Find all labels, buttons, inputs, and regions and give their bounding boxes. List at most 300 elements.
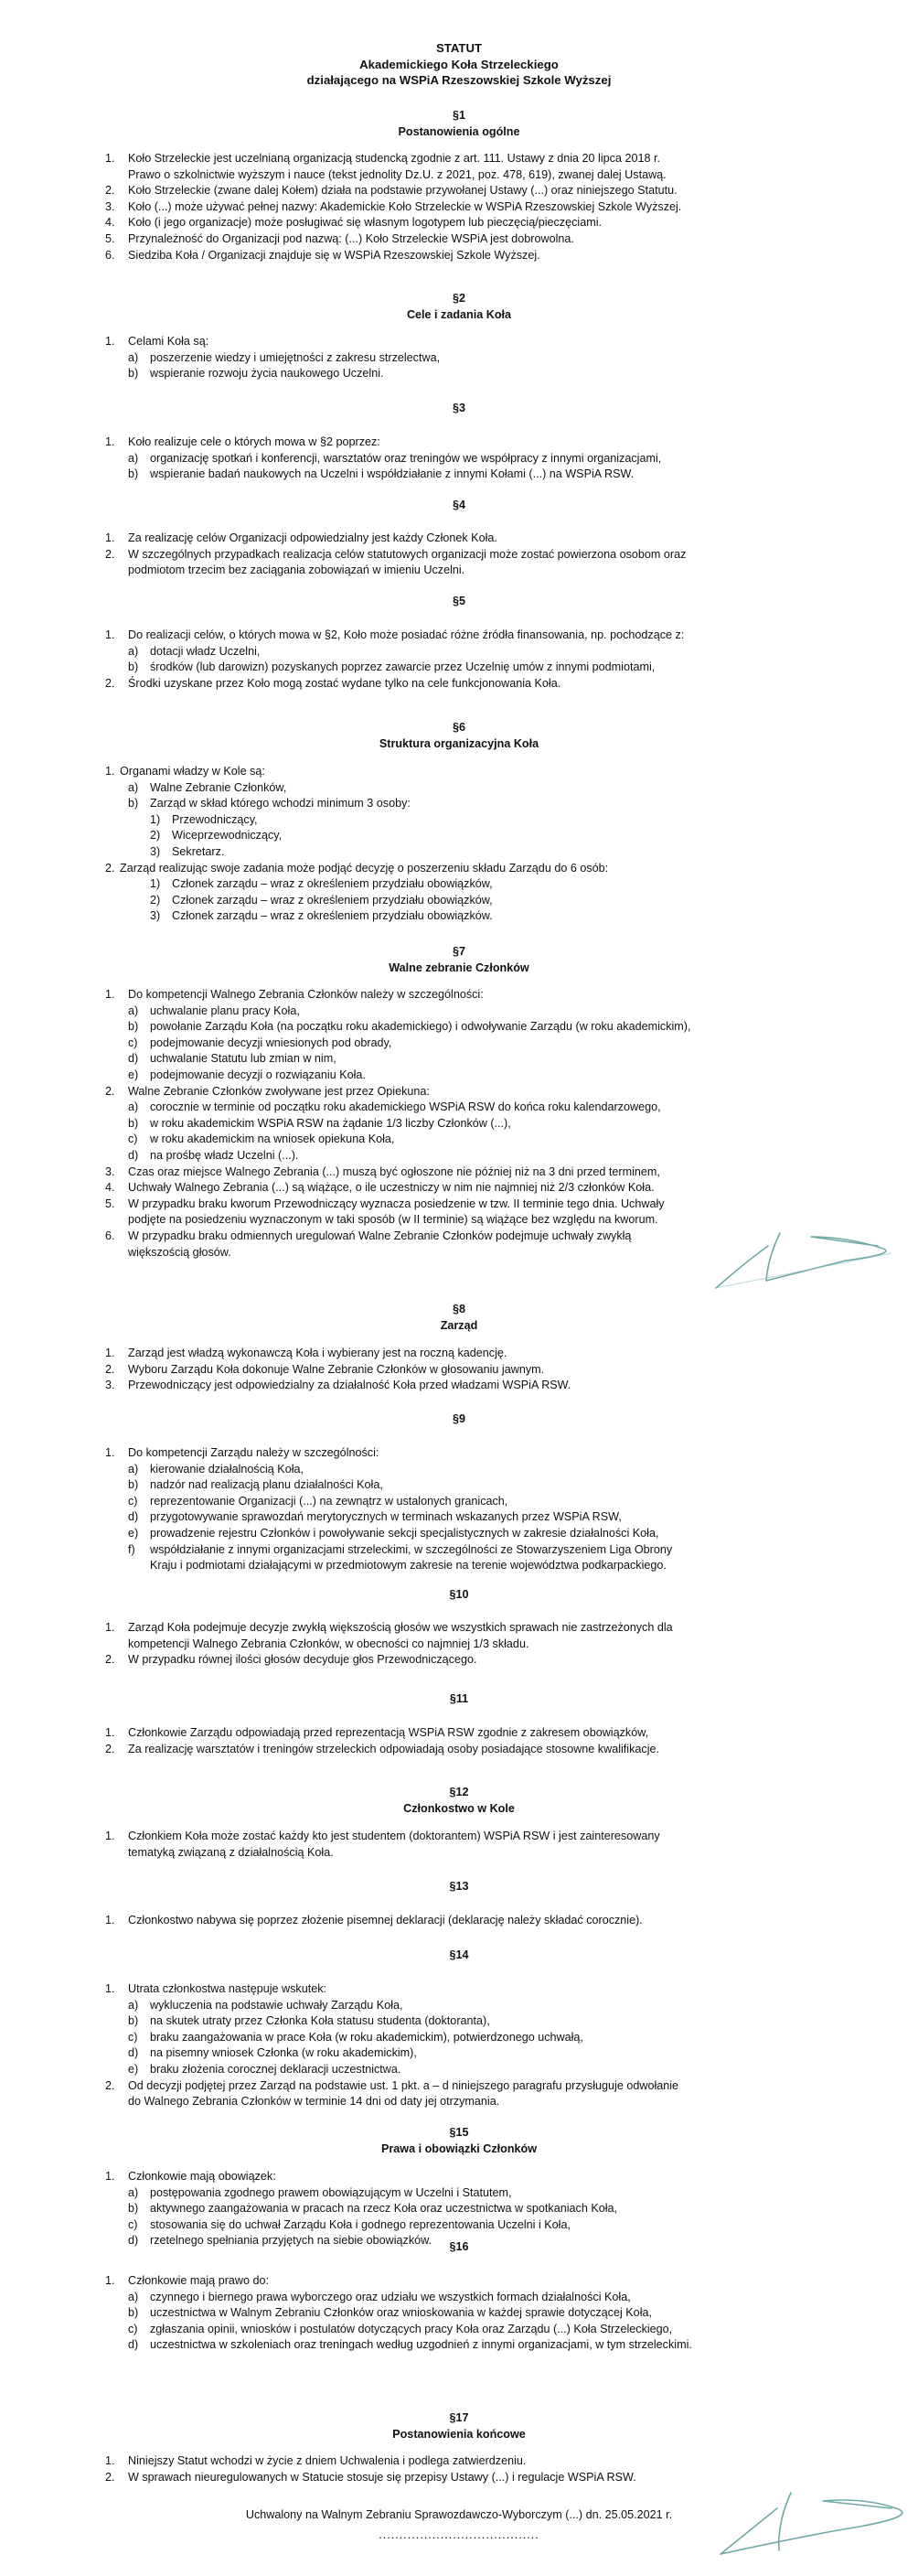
section-number: §8 xyxy=(452,1303,465,1315)
list-item xyxy=(0,1019,918,1036)
list-marker: 2. xyxy=(105,2078,115,2092)
list-item-text: na skutek utraty przez Członka Koła statusu studenta (doktoranta), xyxy=(150,2014,490,2028)
list-item xyxy=(0,1998,918,2014)
list-item-text: Sekretarz. xyxy=(172,844,225,858)
list-item xyxy=(0,1445,918,1462)
list-item-text: poszerzenie wiedzy i umiejętności z zakresu strzelectwa, xyxy=(150,350,441,364)
section-6 xyxy=(0,719,918,923)
list-item-text: w roku akademickim WSPiA RSW na żądanie 1/3 liczby Członków (...), xyxy=(150,1116,511,1130)
list-marker: a) xyxy=(128,1462,139,1476)
list-item-text: na prośbę władz Uczelni (...). xyxy=(150,1148,299,1162)
list-item xyxy=(0,531,918,547)
list-item xyxy=(0,1637,918,1653)
list-item-text: braku zaangażowania w prace Koła (w roku akademickim), potwierdzonego uchwałą, xyxy=(150,2030,583,2044)
section-number: §17 xyxy=(449,2411,469,2424)
list-marker: a) xyxy=(128,451,139,465)
section-number: §12 xyxy=(449,1786,469,1798)
list-item-text: Organami władzy w Kole są: xyxy=(120,765,265,778)
list-item-text: Do realizacji celów, o których mowa w §2, Koło może posiadać różne źródła finansowania, np. pochodzące z: xyxy=(128,628,685,641)
list-item xyxy=(0,2169,918,2185)
list-marker: b) xyxy=(128,2306,139,2320)
list-item xyxy=(0,660,918,676)
list-marker: 1. xyxy=(105,628,115,641)
list-item-text: kompetencji Walnego Zebrania Członków, w obecności co najmniej 1/3 składu. xyxy=(128,1637,529,1650)
list-item-text: Przewodniczący, xyxy=(172,812,258,826)
list-marker: 4. xyxy=(105,1181,115,1195)
section-2 xyxy=(0,290,918,381)
list-marker: 6. xyxy=(105,248,115,262)
list-marker: 4. xyxy=(105,216,115,230)
list-item-text: stosowania się do uchwał Zarządu Koła i godnego reprezentowania Uczelni i Koła, xyxy=(150,2217,571,2231)
list-item xyxy=(0,828,918,844)
list-marker: 1. xyxy=(105,2454,115,2467)
list-item-text: Wiceprzewodniczący, xyxy=(172,829,283,843)
list-item-text: Członek zarządu – wraz z określeniem przydziału obowiązków, xyxy=(172,877,493,891)
list-marker: 3. xyxy=(105,1379,115,1392)
list-item-text: Niniejszy Statut wchodzi w życie z dniem Uchwalenia i podlega zatwierdzeniu. xyxy=(128,2454,527,2467)
section-number: §1 xyxy=(452,109,465,122)
list-item-text: tematyką związaną z działalnością Koła. xyxy=(128,1845,334,1859)
list-item xyxy=(0,248,918,264)
list-item xyxy=(0,2337,918,2354)
list-item-text: aktywnego zaangażowania w pracach na rzecz Koła oraz uczestnictwa w spotkaniach Koła, xyxy=(150,2202,618,2216)
section-heading xyxy=(0,1784,918,1817)
section-title: Postanowienia ogólne xyxy=(398,125,520,138)
list-item xyxy=(0,676,918,692)
list-item-text: wykluczenia na podstawie uchwały Zarządu Koła, xyxy=(150,1998,403,2012)
section-number: §16 xyxy=(449,2240,469,2253)
section-list xyxy=(0,1725,918,1757)
list-item xyxy=(0,467,918,483)
list-item-text: uczestnictwa w Walnym Zebraniu Członków oraz wnioskowania w każdej sprawie dotyczącej Koła, xyxy=(150,2306,652,2320)
list-item xyxy=(0,2217,918,2234)
section-number: §7 xyxy=(452,945,465,958)
list-marker: b) xyxy=(128,1020,139,1034)
list-item-text: Zarząd jest władzą wykonawczą Koła i wybierany jest na roczną kadencję. xyxy=(128,1347,507,1359)
list-item xyxy=(0,1494,918,1510)
list-item-text: zgłaszania opinii, wniosków i postulatów dotyczących pracy Koła oraz Zarządu (...) Koła Strzeleckiego, xyxy=(150,2322,673,2335)
list-item-text: Koło Strzeleckie jest uczelnianą organizacją studencką zgodnie z art. 111. Ustawy z dnia 20 lipca 2018 r. xyxy=(128,152,660,165)
list-item-text: podmiotom trzecim bez zaciągania zobowiązań w imieniu Uczelni. xyxy=(128,564,465,577)
list-marker: 3) xyxy=(150,909,161,923)
list-marker: a) xyxy=(128,2185,139,2199)
list-item xyxy=(0,908,918,925)
list-item xyxy=(0,2062,918,2078)
list-marker: 2. xyxy=(105,184,115,198)
list-item xyxy=(0,1845,918,1862)
list-item xyxy=(0,1004,918,1020)
section-8 xyxy=(0,1301,918,1392)
list-marker: a) xyxy=(128,644,139,658)
section-number: §15 xyxy=(449,2126,469,2139)
signature-stroke xyxy=(721,2493,902,2554)
list-item xyxy=(0,1542,918,1559)
section-number: §6 xyxy=(452,721,465,734)
list-item-text: czynnego i biernego prawa wyborczego oraz udziału we wszystkich formach działalności Koła, xyxy=(150,2290,631,2303)
list-item xyxy=(0,199,918,216)
list-item-text: podjęte na posiedzeniu wyznaczonym w taki sposób (w II terminie) są wiążące bez względu na kworum. xyxy=(128,1213,658,1227)
list-item-text: wspieranie badań naukowych na Uczelni i współdziałanie z innymi Kołami (...) na WSPiA RSW. xyxy=(150,467,635,481)
section-heading xyxy=(0,1878,918,1894)
list-item-text: W sprawach nieuregulowanych w Statucie stosuje się przepisy Ustawy (...) i regulacje WSPiA RSW. xyxy=(128,2470,636,2484)
section-number: §10 xyxy=(449,1588,469,1601)
section-list xyxy=(0,1346,918,1394)
list-item-text: podejmowanie decyzji o rozwiązaniu Koła. xyxy=(150,1068,366,1081)
list-marker: b) xyxy=(128,2202,139,2216)
list-item-text: Koło Strzeleckie (zwane dalej Kołem) działa na podstawie przywołanej Ustawy (...) oraz niniejszego Statutu. xyxy=(128,184,678,198)
list-marker: 1. xyxy=(105,1914,115,1927)
section-list xyxy=(0,2169,918,2249)
section-heading xyxy=(0,497,918,513)
list-marker: 1. xyxy=(105,2170,115,2183)
list-item-text: Walne Zebranie Członków zwoływane jest przez Opiekuna: xyxy=(128,1084,430,1098)
list-item-text: wspieranie rozwoju życia naukowego Uczelni. xyxy=(150,367,384,381)
list-item-text: Utrata członkostwa następuje wskutek: xyxy=(128,1982,326,1995)
list-item-text: W szczególnych przypadkach realizacja celów statutowych organizacji może zostać powierzona osobom oraz xyxy=(128,547,687,561)
list-item xyxy=(0,2322,918,2338)
list-item-text: dotacji władz Uczelni, xyxy=(150,644,261,658)
list-item-text: Członkostwo nabywa się poprzez złożenie pisemnej deklaracji (deklarację należy składać corocznie). xyxy=(128,1914,643,1927)
section-heading xyxy=(0,719,918,752)
section-11 xyxy=(0,1690,918,1755)
list-marker: d) xyxy=(128,2046,139,2060)
list-marker: b) xyxy=(128,467,139,481)
list-item xyxy=(0,844,918,861)
section-number: §3 xyxy=(452,402,465,414)
list-item xyxy=(0,987,918,1004)
list-item-text: Prawo o szkolnictwie wyższym i nauce (tekst jednolity Dz.U. z 2021, poz. 478, 619), zwanej dalej Ustawą. xyxy=(128,167,667,181)
list-item xyxy=(0,2453,918,2470)
section-list xyxy=(0,1445,918,1574)
section-list xyxy=(0,764,918,925)
list-item-text: Członek zarządu – wraz z określeniem przydziału obowiązków. xyxy=(172,909,493,923)
list-item xyxy=(0,1558,918,1574)
list-item xyxy=(0,1051,918,1068)
section-heading xyxy=(0,107,918,140)
list-marker: a) xyxy=(128,350,139,364)
list-item-text: Uchwały Walnego Zebrania (...) są wiążące, o ile uczestniczy w nim nie najmniej niż 2/3 członków Koła. xyxy=(128,1181,655,1195)
list-item xyxy=(0,1165,918,1181)
list-marker: d) xyxy=(128,1148,139,1162)
section-1 xyxy=(0,107,918,262)
list-marker: 2) xyxy=(150,829,161,843)
list-item xyxy=(0,2305,918,2322)
list-item-text: W przypadku równej ilości głosów decyduje głos Przewodniczącego. xyxy=(128,1653,477,1667)
list-item xyxy=(0,451,918,467)
section-list xyxy=(0,435,918,483)
list-item xyxy=(0,167,918,184)
list-item-text: Wyboru Zarządu Koła dokonuje Walne Zebranie Członków w głosowaniu jawnym. xyxy=(128,1362,545,1376)
list-item-text: organizację spotkań i konferencji, warsztatów oraz treningów we współpracy z innymi organizacjami, xyxy=(150,451,662,465)
section-10 xyxy=(0,1586,918,1667)
list-marker: 2. xyxy=(105,676,115,690)
list-marker: 2. xyxy=(105,861,115,875)
list-item xyxy=(0,2078,918,2095)
list-item-text: kierowanie działalnością Koła, xyxy=(150,1462,304,1476)
list-marker: 5. xyxy=(105,231,115,245)
list-marker: c) xyxy=(128,1494,138,1508)
list-marker: c) xyxy=(128,2030,138,2044)
list-item xyxy=(0,1100,918,1116)
list-marker: b) xyxy=(128,1478,139,1492)
list-item xyxy=(0,1477,918,1494)
list-item xyxy=(0,628,918,644)
list-marker: b) xyxy=(128,797,139,810)
handwritten-signature-2 xyxy=(713,2488,910,2561)
list-marker: 2. xyxy=(105,1742,115,1755)
list-item xyxy=(0,1981,918,1998)
section-list xyxy=(0,1829,918,1861)
section-heading xyxy=(0,290,918,323)
list-item xyxy=(0,1084,918,1100)
section-title: Prawa i obowiązki Członków xyxy=(380,2142,538,2155)
list-item xyxy=(0,215,918,231)
list-item xyxy=(0,1829,918,1845)
list-item xyxy=(0,2185,918,2202)
list-item-text: Koło (...) może używać pełnej nazwy: Akademickie Koło Strzeleckie w WSPiA Rzeszowskiej Szkole Wyższej. xyxy=(128,199,682,213)
list-item-text: Przynależność do Organizacji pod nazwą: (...) Koło Strzeleckie WSPiA jest dobrowolna. xyxy=(128,231,574,245)
list-marker: f) xyxy=(128,1542,135,1556)
list-item-text: nadzór nad realizacją planu działalności Koła, xyxy=(150,1478,383,1492)
list-item xyxy=(0,1509,918,1526)
section-5 xyxy=(0,593,918,690)
section-title: Cele i zadania Koła xyxy=(406,308,512,321)
section-14 xyxy=(0,1947,918,2109)
list-item-text: Czas oraz miejsce Walnego Zebrania (...) muszą być ogłoszone nie później niż na 3 dni przed terminem, xyxy=(128,1165,660,1178)
list-item xyxy=(0,796,918,812)
list-item-text: Środki uzyskane przez Koło mogą zostać wydane tylko na cele funkcjonowania Koła. xyxy=(128,676,561,690)
section-list xyxy=(0,1913,918,1929)
list-item-text: środków (lub darowizn) pozyskanych poprzez zawarcie przez Uczelnię umów z innymi podmiotami, xyxy=(150,660,656,674)
list-marker: 1. xyxy=(105,1621,115,1634)
list-marker: 1. xyxy=(105,1726,115,1739)
list-marker: 3. xyxy=(105,199,115,213)
list-item xyxy=(0,1197,918,1213)
section-heading xyxy=(0,943,918,976)
section-number: §14 xyxy=(449,1948,469,1961)
list-item xyxy=(0,2094,918,2110)
list-item-text: uchwalanie planu pracy Koła, xyxy=(150,1004,300,1017)
list-item-text: Za realizację warsztatów i treningów strzeleckich odpowiadają osoby posiadające stosowne kwalifikacje. xyxy=(128,1742,659,1755)
list-item-text: W przypadku braku odmiennych uregulowań Walne Zebranie Członków podejmuje uchwały zwykłą xyxy=(128,1229,632,1242)
list-item-text: w roku akademickim na wniosek opiekuna Koła, xyxy=(150,1132,395,1146)
section-title: Struktura organizacyjna Koła xyxy=(379,737,539,750)
list-item xyxy=(0,2201,918,2217)
list-marker: 3. xyxy=(105,1165,115,1178)
list-item-text: Członkowie mają obowiązek: xyxy=(128,2170,276,2183)
list-marker: 1. xyxy=(105,1982,115,1995)
document-header xyxy=(0,40,918,89)
list-marker: 1. xyxy=(105,1347,115,1359)
list-item xyxy=(0,1913,918,1929)
list-item-text: Członek zarządu – wraz z określeniem przydziału obowiązków, xyxy=(172,893,493,907)
section-title: Członkostwo w Kole xyxy=(403,1802,515,1815)
section-heading xyxy=(0,593,918,609)
list-marker: a) xyxy=(128,1998,139,2012)
list-item-text: Członkowie mają prawo do: xyxy=(128,2274,269,2287)
list-item-text: braku złożenia corocznej deklaracji uczestnictwa. xyxy=(150,2062,401,2076)
list-item xyxy=(0,231,918,248)
list-item-text: Celami Koła są: xyxy=(128,335,209,348)
section-heading xyxy=(0,1301,918,1334)
list-item xyxy=(0,1742,918,1758)
list-item xyxy=(0,2470,918,2486)
list-item xyxy=(0,183,918,199)
document-subtitle-1: Akademickiego Koła Strzeleckiego xyxy=(359,57,559,71)
signature-line: ....................................... xyxy=(379,2528,539,2541)
list-marker: 2) xyxy=(150,893,161,907)
list-item-text: W przypadku braku kworum Przewodniczący wyznacza posiedzenie w tzw. II terminie tego dnia. Uchwały xyxy=(128,1197,665,1210)
list-item xyxy=(0,1526,918,1542)
list-marker: b) xyxy=(128,660,139,674)
section-12 xyxy=(0,1784,918,1859)
section-number: §4 xyxy=(452,499,465,511)
list-item-text: corocznie w terminie od początku roku akademickiego WSPiA RSW do końca roku kalendarzowego, xyxy=(150,1100,661,1114)
list-item-text: Członkiem Koła może zostać każdy kto jest studentem (doktorantem) WSPiA RSW i jest zainteresowany xyxy=(128,1830,660,1842)
list-item xyxy=(0,1725,918,1742)
list-marker: b) xyxy=(128,367,139,381)
document-subtitle-2: działającego na WSPiA Rzeszowskiej Szkole Wyższej xyxy=(306,73,612,87)
section-9 xyxy=(0,1411,918,1572)
adoption-statement: Uchwalony na Walnym Zebraniu Sprawozdawczo-Wyborczym (...) dn. 25.05.2021 r. xyxy=(245,2508,673,2521)
list-item-text: Przewodniczący jest odpowiedzialny za działalność Koła przed władzami WSPiA RSW. xyxy=(128,1379,571,1392)
list-item xyxy=(0,1620,918,1637)
list-marker: c) xyxy=(128,1132,138,1146)
section-list xyxy=(0,531,918,579)
list-marker: e) xyxy=(128,1068,139,1081)
section-list xyxy=(0,151,918,263)
list-marker: d) xyxy=(128,1052,139,1066)
list-marker: c) xyxy=(128,1036,138,1049)
section-heading xyxy=(0,2238,918,2255)
list-marker: 1. xyxy=(105,531,115,544)
section-list xyxy=(0,2453,918,2485)
list-marker: 2. xyxy=(105,1653,115,1667)
section-number: §11 xyxy=(449,1692,469,1705)
list-marker: 5. xyxy=(105,1197,115,1210)
list-marker: 1. xyxy=(105,988,115,1001)
list-marker: 1. xyxy=(105,2274,115,2287)
list-marker: 2. xyxy=(105,1362,115,1376)
list-item-text: większością głosów. xyxy=(128,1245,231,1259)
section-heading xyxy=(0,1411,918,1427)
section-list xyxy=(0,1620,918,1669)
section-title: Walne zebranie Członków xyxy=(389,961,529,974)
list-item-text: Zarząd Koła podejmuje decyzje zwykłą większością głosów we wszystkich sprawach nie zastrzeżonych dla xyxy=(128,1621,673,1634)
list-item xyxy=(0,1148,918,1165)
section-heading xyxy=(0,1586,918,1603)
list-item xyxy=(0,350,918,367)
list-item xyxy=(0,812,918,829)
section-heading xyxy=(0,2410,918,2442)
list-marker: 1) xyxy=(150,877,161,891)
list-item-text: Kraju i podmiotami działającymi w przedmiotowym zakresie na terenie województwa podkarpackiego. xyxy=(150,1559,667,1572)
list-item-text: Od decyzji podjętej przez Zarząd na podstawie ust. 1 pkt. a – d niniejszego paragrafu przysługuje odwołanie xyxy=(128,2078,679,2092)
list-item-text: Siedziba Koła / Organizacji znajduje się w WSPiA Rzeszowskiej Szkole Wyższej. xyxy=(128,248,540,262)
list-marker: e) xyxy=(128,1526,139,1540)
list-marker: d) xyxy=(128,1510,139,1524)
list-marker: b) xyxy=(128,1116,139,1130)
section-title: Zarząd xyxy=(440,1319,478,1332)
list-item xyxy=(0,893,918,909)
list-marker: 2. xyxy=(105,1084,115,1098)
section-16 xyxy=(0,2238,918,2352)
list-item xyxy=(0,780,918,797)
section-heading xyxy=(0,1690,918,1707)
list-item xyxy=(0,1036,918,1052)
list-marker: 1. xyxy=(105,335,115,348)
list-item xyxy=(0,334,918,350)
list-marker: a) xyxy=(128,2290,139,2303)
list-item-text: Do kompetencji Zarządu należy w szczególności: xyxy=(128,1446,379,1459)
section-number: §13 xyxy=(449,1880,469,1893)
list-item-text: Koło realizuje cele o których mowa w §2 poprzez: xyxy=(128,435,380,448)
section-list xyxy=(0,334,918,382)
list-item-text: reprezentowanie Organizacji (...) na zewnątrz w ustalonych granicach, xyxy=(150,1494,508,1508)
list-marker: e) xyxy=(128,2062,139,2076)
section-4 xyxy=(0,497,918,577)
section-3 xyxy=(0,400,918,481)
section-number: §2 xyxy=(452,292,465,305)
list-item xyxy=(0,861,918,877)
section-heading xyxy=(0,400,918,416)
list-marker: c) xyxy=(128,2322,138,2335)
list-marker: 1. xyxy=(105,152,115,165)
list-marker: a) xyxy=(128,780,139,794)
section-list xyxy=(0,1981,918,2110)
list-item-text: Zarząd realizując swoje zadania może podjąć decyzję o poszerzeniu składu Zarządu do 6 osób: xyxy=(120,861,609,875)
section-list xyxy=(0,628,918,692)
list-marker: a) xyxy=(128,1100,139,1114)
list-item xyxy=(0,2290,918,2306)
list-marker: b) xyxy=(128,2014,139,2028)
list-marker: 1. xyxy=(105,1830,115,1842)
list-item xyxy=(0,1116,918,1132)
list-item xyxy=(0,547,918,564)
list-item xyxy=(0,1362,918,1379)
list-marker: 1. xyxy=(105,1446,115,1459)
list-marker: a) xyxy=(128,1004,139,1017)
list-item xyxy=(0,876,918,893)
list-item-text: Walne Zebranie Członków, xyxy=(150,780,287,794)
signature-stroke xyxy=(716,1233,886,1288)
list-item-text: uchwalanie Statutu lub zmian w nim, xyxy=(150,1052,336,1066)
list-item-text: Do kompetencji Walnego Zebrania Członków należy w szczególności: xyxy=(128,988,484,1001)
list-item-text: powołanie Zarządu Koła (na początku roku akademickiego) i odwoływanie Zarządu (w roku akademickim), xyxy=(150,1020,691,1034)
list-marker: d) xyxy=(128,2338,139,2352)
list-item-text: do Walnego Zebrania Członków w terminie 14 dni od daty jej otrzymania. xyxy=(128,2095,500,2109)
list-item xyxy=(0,435,918,451)
signature-stroke xyxy=(716,1253,891,1288)
list-item-text: podejmowanie decyzji wniesionych pod obrady, xyxy=(150,1036,392,1049)
list-item-text: prowadzenie rejestru Członków i powoływanie sekcji specjalistycznych w zakresie działalności Koła, xyxy=(150,1526,659,1540)
list-item xyxy=(0,1462,918,1478)
list-item xyxy=(0,1180,918,1197)
section-heading xyxy=(0,1947,918,1963)
section-7 xyxy=(0,943,918,1259)
list-item xyxy=(0,2273,918,2290)
list-item xyxy=(0,644,918,660)
list-item-text: przygotowywanie sprawozdań merytorycznych w terminach wskazanych przez WSPiA RSW, xyxy=(150,1510,622,1524)
list-item xyxy=(0,2030,918,2046)
section-list xyxy=(0,987,918,1261)
list-item-text: Zarząd w skład którego wchodzi minimum 3 osoby: xyxy=(150,797,411,810)
list-marker: c) xyxy=(128,2217,138,2231)
list-marker: 1. xyxy=(105,765,115,778)
list-item xyxy=(0,151,918,167)
section-title: Postanowienia końcowe xyxy=(392,2428,526,2441)
list-marker: 1) xyxy=(150,812,161,826)
